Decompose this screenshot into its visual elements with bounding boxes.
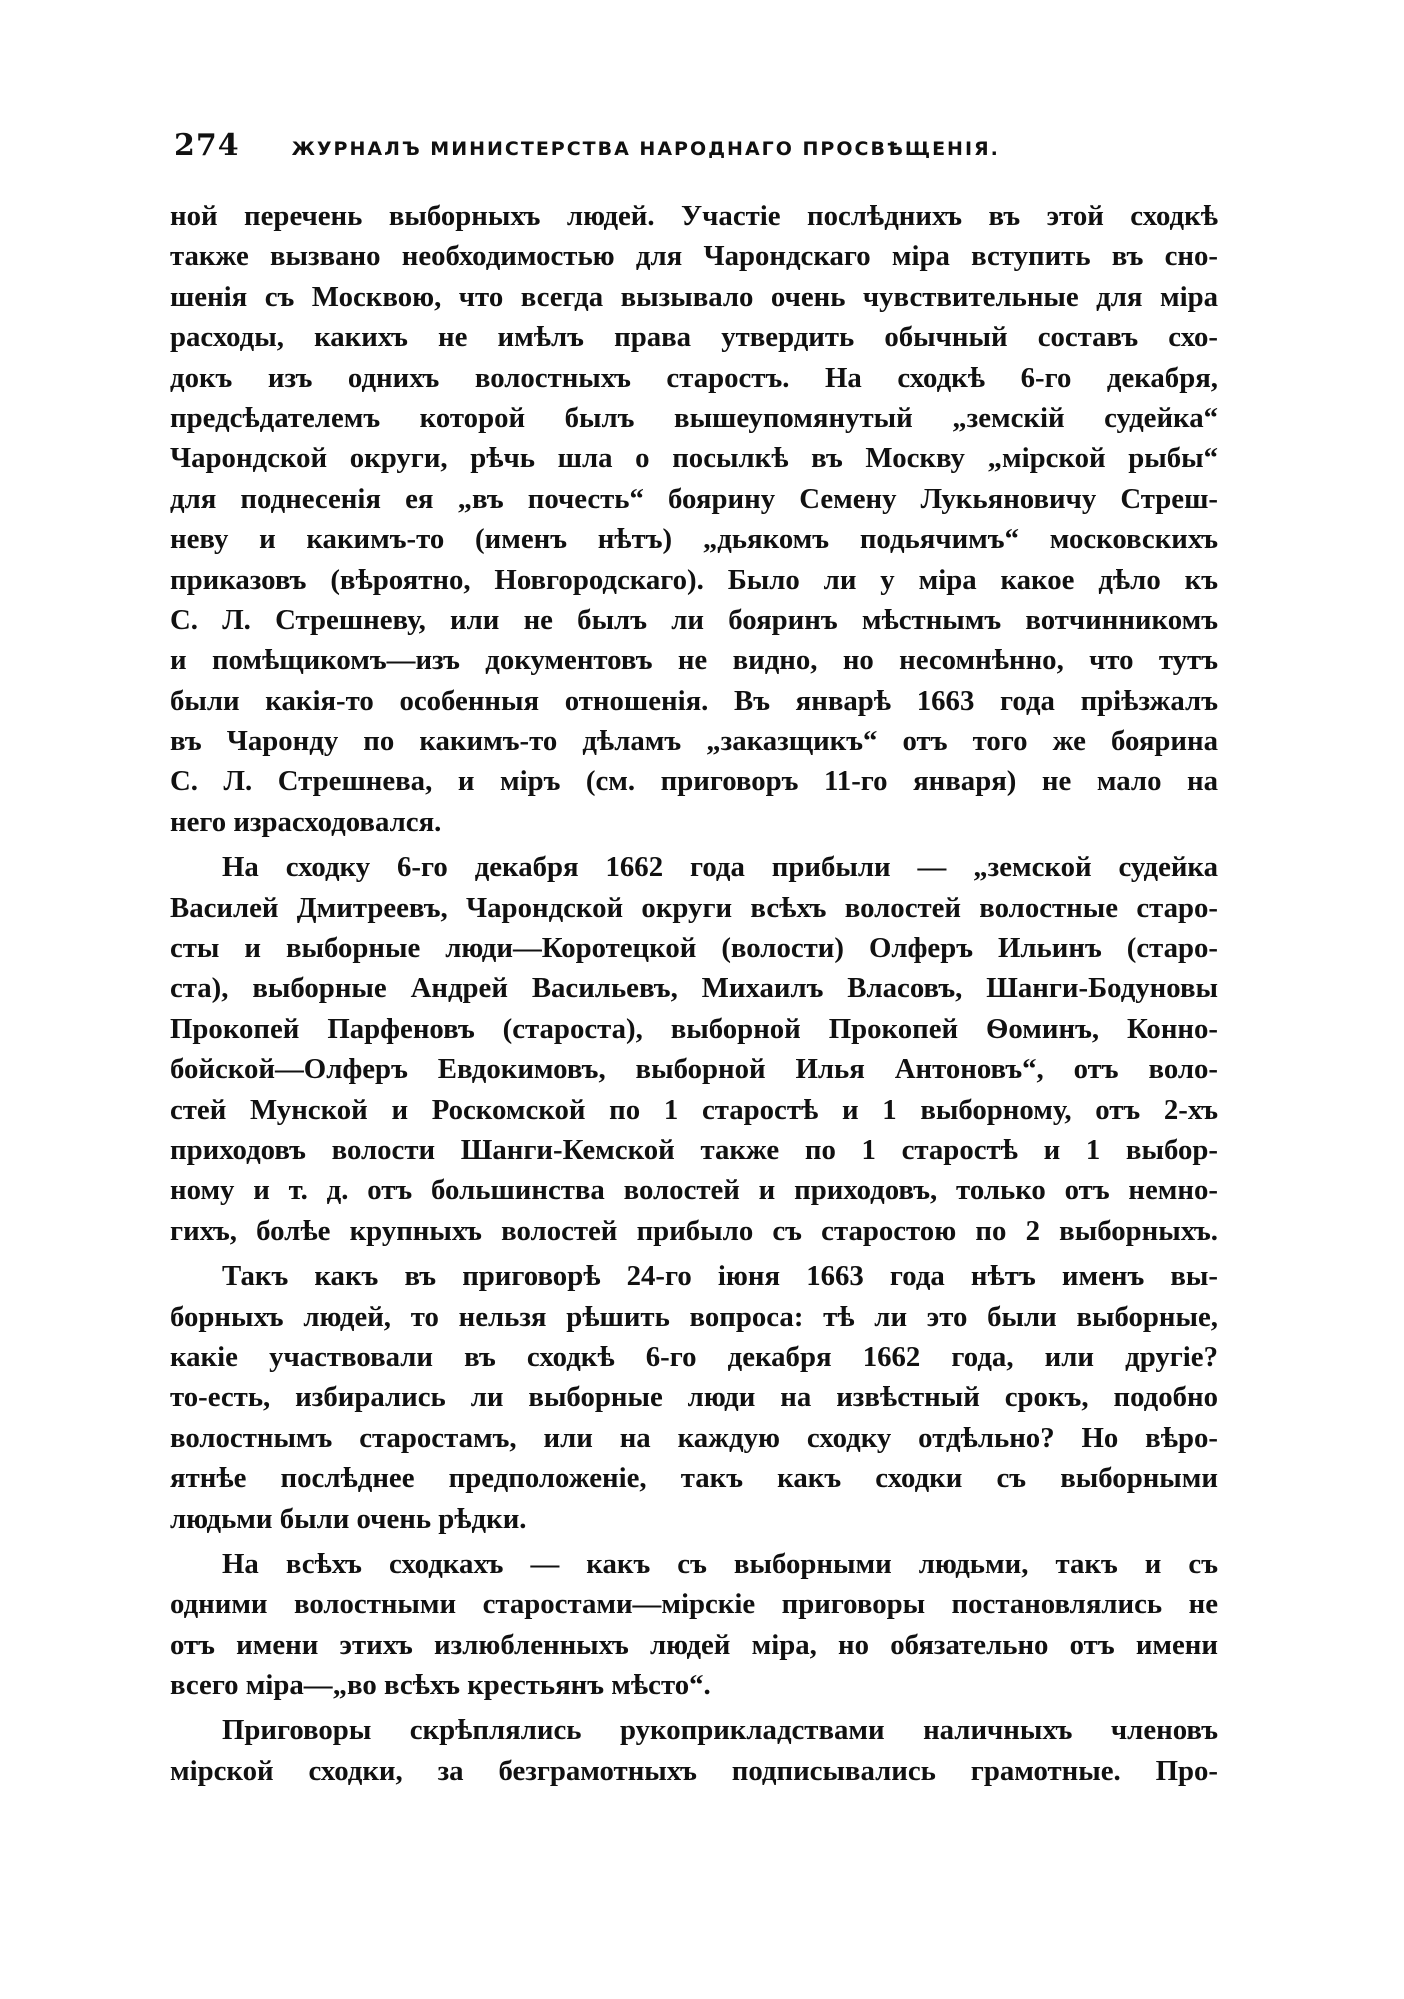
text-line: докъ изъ однихъ волостныхъ старостъ. На сходкѣ 6-го декабря, [170,361,1218,394]
text-line: всего міра—„во всѣхъ крестьянъ мѣсто“. [170,1669,711,1702]
text-line: борныхъ людей, то нельзя рѣшить вопроса: тѣ ли это были выборные, [170,1300,1218,1333]
paragraph [170,1256,1218,1539]
text-line: приходовъ волости Шанги-Кемской также по 1 старостѣ и 1 выбор- [170,1133,1218,1166]
text-line: Прокопей Парфеновъ (староста), выборной Прокопей Ѳоминъ, Конно- [170,1012,1218,1045]
text-line: какіе участвовали въ сходкѣ 6-го декабря 1662 года, или другіе? [170,1340,1218,1373]
text-line: ному и т. д. отъ большинства волостей и приходовъ, только отъ немно- [170,1174,1218,1207]
text-line: въ Чаронду по какимъ-то дѣламъ „заказщикъ“ отъ того же боярина [170,725,1218,758]
text-line: одними волостными старостами—мірскіе приговоры постановлялись не [170,1588,1218,1621]
text-line: и помѣщикомъ—изъ документовъ не видно, но несомнѣнно, что тутъ [170,644,1218,677]
text-line: для поднесенія ея „въ почесть“ боярину Семену Лукьяновичу Стреш- [170,482,1218,515]
text-line: С. Л. Стрешнева, и міръ (см. приговоръ 11-го января) не мало на [170,765,1218,798]
text-line: ной перечень выборныхъ людей. Участіе послѣднихъ въ этой сходкѣ [170,200,1218,232]
text-line: Чарондской округи, рѣчь шла о посылкѣ въ Москву „мірской рыбы“ [170,442,1218,475]
text-line: людьми были очень рѣдки. [170,1502,527,1535]
text-line: неву и какимъ-то (именъ нѣтъ) „дьякомъ подьячимъ“ московскихъ [170,523,1218,556]
text-line: Такъ какъ въ приговорѣ 24-го іюня 1663 года нѣтъ именъ вы- [222,1260,1218,1293]
text-line: ста), выборные Андрей Васильевъ, Михаилъ Власовъ, Шанги-Бодуновы [170,972,1218,1005]
running-head: ЖУРНАЛЪ МИНИСТЕРСТВА НАРОДНАГО ПРОСВѢЩЕНІЯ. [291,138,1000,160]
text-line: сты и выборные люди—Коротецкой (волости) Олферъ Ильинъ (старо- [170,932,1218,965]
text-line: то-есть, избирались ли выборные люди на извѣстный срокъ, подобно [170,1381,1218,1414]
text-line: На всѣхъ сходкахъ — какъ съ выборными людьми, такъ и съ [222,1547,1218,1580]
text-line: бойской—Олферъ Евдокимовъ, выборной Илья Антоновъ“, отъ воло- [170,1053,1218,1086]
text-line: стей Мунской и Роскомской по 1 старостѣ и 1 выборному, отъ 2-хъ [170,1093,1218,1126]
paragraph [170,847,1218,1251]
text-line: расходы, какихъ не имѣлъ права утвердить обычный составъ схо- [170,321,1218,354]
text-line: также вызвано необходимостью для Чарондскаго міра вступить въ сно- [170,240,1218,273]
text-line: Василей Дмитреевъ, Чарондской округи всѣхъ волостей волостные старо- [170,891,1218,924]
text-line: шенія съ Москвою, что всегда вызывало очень чувствительные для міра [170,280,1218,313]
text-line: него израсходовался. [170,805,442,838]
text-line: мірской сходки, за безграмотныхъ подписывались грамотные. Про- [170,1754,1218,1787]
paragraph [170,1544,1218,1706]
text-line: предсѣдателемъ которой былъ вышеупомянутый „земскій судейка“ [170,401,1218,434]
text-line: На сходку 6-го декабря 1662 года прибыли — „земской судейка [222,851,1218,884]
paragraph [170,1710,1218,1791]
body-text [170,196,1218,1791]
text-line: отъ имени этихъ излюбленныхъ людей міра, но обязательно отъ имени [170,1628,1218,1661]
text-line: С. Л. Стрешневу, или не былъ ли бояринъ мѣстнымъ вотчинникомъ [170,603,1218,636]
text-line: были какія-то особенныя отношенія. Въ январѣ 1663 года пріѣзжалъ [170,684,1218,717]
text-line: гихъ, болѣе крупныхъ волостей прибыло съ старостою по 2 выборныхъ. [170,1214,1218,1247]
text-line: приказовъ (вѣроятно, Новгородскаго). Было ли у міра какое дѣло къ [170,563,1218,596]
page-number: 274 [174,128,240,163]
text-line: ятнѣе послѣднее предположеніе, такъ какъ сходки съ выборными [170,1462,1218,1495]
text-line: волостнымъ старостамъ, или на каждую сходку отдѣльно? Но вѣро- [170,1421,1218,1454]
paragraph [170,196,1218,842]
page-header [174,128,1154,172]
text-line: Приговоры скрѣплялись рукоприкладствами наличныхъ членовъ [222,1714,1218,1747]
